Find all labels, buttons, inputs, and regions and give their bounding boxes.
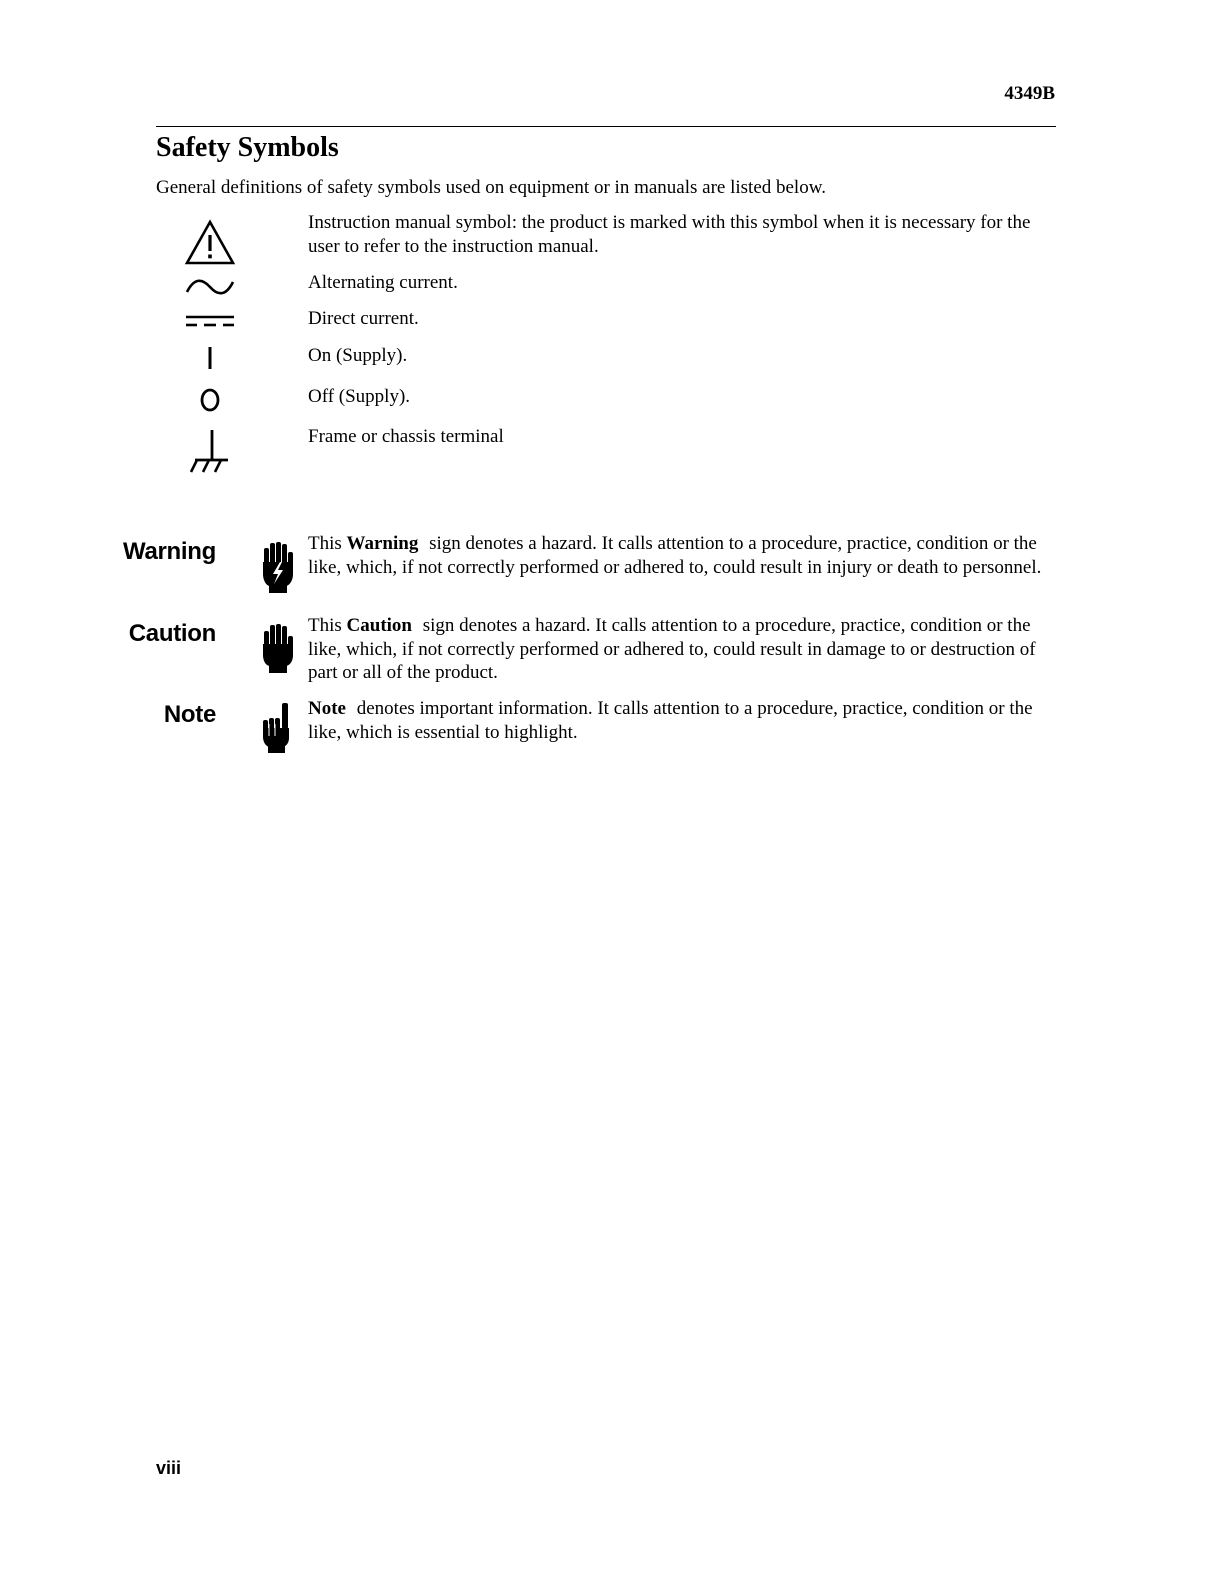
symbol-description: On (Supply). <box>308 345 408 366</box>
warning-keyword: Warning <box>346 533 419 554</box>
warning-hand-icon <box>258 540 298 598</box>
header-rule <box>156 126 1056 127</box>
alternating-current-icon <box>182 274 238 300</box>
note-keyword: Note <box>308 698 346 719</box>
warning-body: sign denotes a hazard. It calls attention to a procedure, practice, condition or the like, which, if not correctly performed or adhered to, could result in injury or death to personnel. <box>308 533 1042 578</box>
note-body: denotes important information. It calls attention to a procedure, practice, condition or the like, which is essential to highlight. <box>308 698 1033 743</box>
page-number: viii <box>156 1458 182 1478</box>
note-text <box>308 697 1058 744</box>
chassis-ground-icon <box>182 428 238 476</box>
note-label: Note <box>163 701 216 728</box>
caution-keyword: Caution <box>346 615 412 636</box>
caution-label: Caution <box>128 620 216 647</box>
power-off-icon <box>182 386 238 414</box>
caution-hand-icon <box>258 622 298 678</box>
symbol-description: Off (Supply). <box>308 386 411 407</box>
warning-prefix: This <box>308 533 342 554</box>
instruction-manual-triangle-icon <box>182 218 238 268</box>
warning-text <box>308 532 1058 579</box>
symbol-description: Instruction manual symbol: the product is marked with this symbol when it is necessary for the user to refer to the instruction manual. <box>308 212 1031 257</box>
power-on-icon <box>182 344 238 372</box>
warning-label: Warning <box>123 538 216 565</box>
symbol-description: Alternating current. <box>308 272 458 293</box>
section-title: Safety Symbols <box>156 132 339 163</box>
caution-body: sign denotes a hazard. It calls attention to a procedure, practice, condition or the like, which, if not correctly performed or adhered to, could result in damage to or destruction of part or all of the product. <box>308 615 1036 683</box>
note-pointing-hand-icon <box>258 702 298 758</box>
section-intro: General definitions of safety symbols used on equipment or in manuals are listed below. <box>156 177 826 198</box>
caution-prefix: This <box>308 615 342 636</box>
direct-current-icon <box>182 312 238 330</box>
symbol-description: Direct current. <box>308 308 419 329</box>
symbol-description: Frame or chassis terminal <box>308 426 504 447</box>
caution-text <box>308 614 1058 685</box>
model-number: 4349B <box>1004 83 1055 104</box>
